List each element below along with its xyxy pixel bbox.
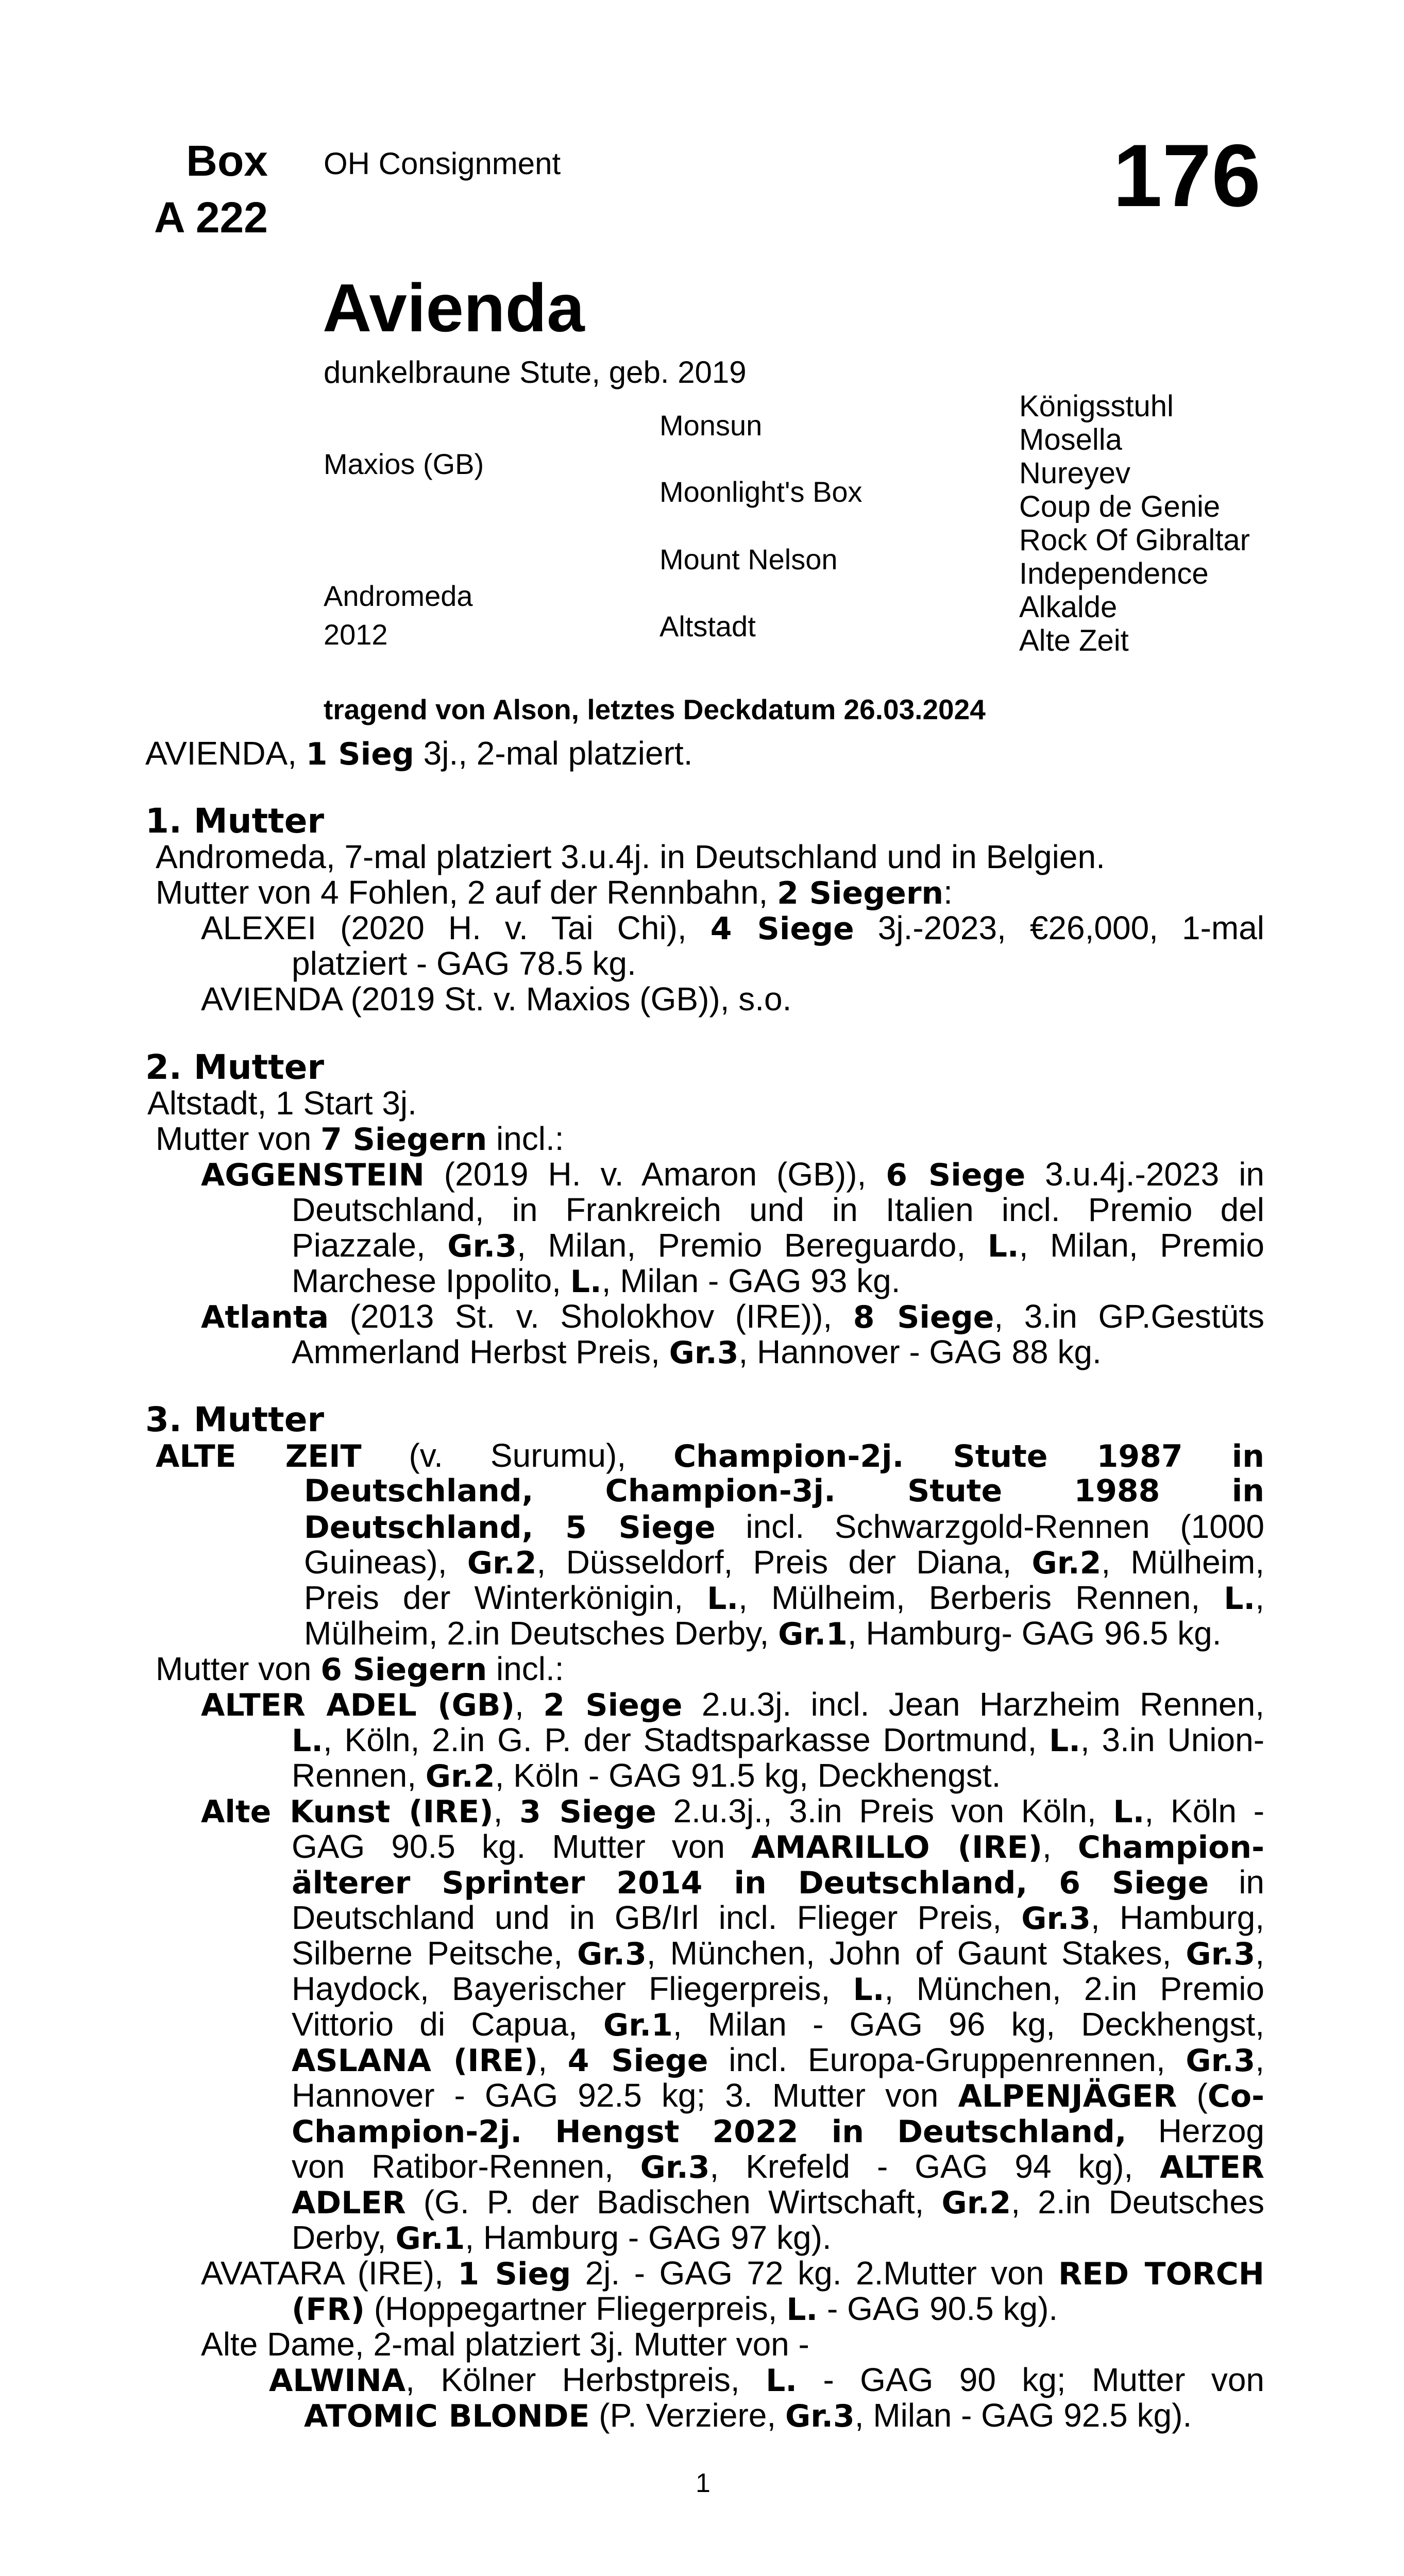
summary-line: AVIENDA, 1 Sieg 3j., 2-mal platziert.: [145, 735, 693, 772]
consignor: OH Consignment: [324, 146, 561, 181]
pedigree-great-grandparent: Alte Zeit: [1019, 624, 1129, 657]
section-heading: 2. Mutter: [145, 1047, 325, 1087]
offspring-entry-continued: Champion-2j. Hengst 2022 in Deutschland, Herzog: [292, 2112, 1264, 2150]
offspring-entry-continued: Haydock, Bayerischer Fliegerpreis, L., München, 2.in Premio: [292, 1970, 1264, 2008]
horse-name: Avienda: [323, 270, 585, 346]
pedigree-great-grandparent: Königsstuhl: [1019, 389, 1174, 423]
pedigree-grandparent: Moonlight's Box: [659, 476, 862, 508]
dam3-entry-continued: Mülheim, 2.in Deutsches Derby, Gr.1, Hamburg- GAG 96.5 kg.: [304, 1615, 1222, 1652]
offspring-entry: Atlanta (2013 St. v. Sholokhov (IRE)), 8 Siege, 3.in GP.Gestüts: [201, 1298, 1264, 1335]
pedigree-dam-year: 2012: [324, 618, 388, 651]
offspring-entry-continued: Deutschland und in GB/Irl incl. Flieger Preis, Gr.3, Hamburg,: [292, 1899, 1265, 1937]
pedigree-great-grandparent: Rock Of Gibraltar: [1019, 523, 1250, 557]
offspring-entry: AGGENSTEIN (2019 H. v. Amaron (GB)), 6 Siege 3.u.4j.-2023 in: [201, 1156, 1265, 1193]
breeding-status: tragend von Alson, letztes Deckdatum 26.03.2024: [324, 693, 986, 725]
offspring-entry-continued: Rennen, Gr.2, Köln - GAG 91.5 kg, Deckhengst.: [292, 1757, 1001, 1794]
offspring-entry-continued: ASLANA (IRE), 4 Siege incl. Europa-Gruppenrennen, Gr.3,: [292, 2041, 1264, 2079]
pedigree-great-grandparent: Independence: [1019, 557, 1209, 590]
dam1-mother-of: Mutter von 4 Fohlen, 2 auf der Rennbahn, 2 Siegern:: [156, 874, 953, 911]
pedigree-great-grandparent: Nureyev: [1019, 456, 1130, 490]
horse-description: dunkelbraune Stute, geb. 2019: [324, 355, 747, 389]
lot-number: 176: [1113, 126, 1261, 225]
pedigree-great-grandparent: Mosella: [1019, 423, 1122, 456]
offspring-entry-continued: von Ratibor-Rennen, Gr.3, Krefeld - GAG 94 kg), ALTER: [292, 2148, 1265, 2185]
section-heading: 1. Mutter: [145, 801, 325, 841]
offspring-entry-continued: ALWINA, Kölner Herbstpreis, L. - GAG 90 kg; Mutter von: [269, 2361, 1264, 2399]
offspring-entry-continued: Marchese Ippolito, L., Milan - GAG 93 kg.: [292, 1262, 901, 1300]
dam3-entry: ALTE ZEIT (v. Surumu), Champion-2j. Stute 1987 in: [156, 1437, 1265, 1475]
section-heading: 3. Mutter: [145, 1400, 325, 1439]
pedigree-grandparent: Mount Nelson: [659, 543, 838, 575]
pedigree-grandparent: Monsun: [659, 409, 763, 442]
offspring-entry-continued: Piazzale, Gr.3, Milan, Premio Bereguardo, L., Milan, Premio: [292, 1227, 1265, 1264]
offspring-entry-continued: Hannover - GAG 92.5 kg; 3. Mutter von ALPENJÄGER (Co-: [292, 2077, 1265, 2114]
offspring-entry-continued: Vittorio di Capua, Gr.1, Milan - GAG 96 kg, Deckhengst,: [292, 2006, 1265, 2043]
offspring-entry: ALEXEI (2020 H. v. Tai Chi), 4 Siege 3j.-2023, €26,000, 1-mal: [201, 909, 1265, 947]
offspring-entry: Alte Kunst (IRE), 3 Siege 2.u.3j., 3.in Preis von Köln, L., Köln -: [201, 1792, 1265, 1830]
offspring-entry-continued: älterer Sprinter 2014 in Deutschland, 6 Siege in: [292, 1863, 1265, 1901]
dam3-entry-continued: Preis der Winterkönigin, L., Mülheim, Berberis Rennen, L.,: [304, 1579, 1264, 1617]
offspring-entry-continued: L., Köln, 2.in G. P. der Stadtsparkasse Dortmund, L., 3.in Union-: [292, 1721, 1265, 1759]
pedigree-dam: Andromeda: [324, 580, 473, 612]
dam2-mother-of: Mutter von 7 Siegern incl.:: [156, 1120, 564, 1158]
offspring-entry-continued: ATOMIC BLONDE (P. Verziere, Gr.3, Milan - GAG 92.5 kg).: [304, 2397, 1192, 2434]
page-number: 1: [696, 2468, 711, 2498]
offspring-entry-continued: Derby, Gr.1, Hamburg - GAG 97 kg).: [292, 2219, 832, 2257]
dam3-entry-continued: Deutschland, 5 Siege incl. Schwarzgold-Rennen (1000: [304, 1508, 1265, 1546]
offspring-entry-continued: GAG 90.5 kg. Mutter von AMARILLO (IRE), Champion-: [292, 1828, 1265, 1866]
offspring-entry-continued: Silberne Peitsche, Gr.3, München, John of Gaunt Stakes, Gr.3,: [292, 1935, 1265, 1972]
offspring-entry: ALTER ADEL (GB), 2 Siege 2.u.3j. incl. Jean Harzheim Rennen,: [201, 1686, 1265, 1723]
offspring-entry: Alte Dame, 2-mal platziert 3j. Mutter von -: [201, 2326, 809, 2363]
box-number: A 222: [154, 193, 268, 242]
dam1-intro: Andromeda, 7-mal platziert 3.u.4j. in Deutschland und in Belgien.: [156, 838, 1105, 875]
dam2-intro: Altstadt, 1 Start 3j.: [147, 1084, 417, 1122]
dam3-mother-of: Mutter von 6 Siegern incl.:: [156, 1650, 564, 1688]
dam3-entry-continued: Guineas), Gr.2, Düsseldorf, Preis der Diana, Gr.2, Mülheim,: [304, 1544, 1265, 1581]
offspring-entry-continued: Ammerland Herbst Preis, Gr.3, Hannover - GAG 88 kg.: [292, 1333, 1102, 1371]
offspring-entry-continued: Deutschland, in Frankreich und in Italien incl. Premio del: [292, 1191, 1264, 1228]
pedigree-sire: Maxios (GB): [324, 448, 484, 480]
pedigree-great-grandparent: Coup de Genie: [1019, 490, 1221, 523]
offspring-entry-continued: (FR) (Hoppegartner Fliegerpreis, L. - GAG 90.5 kg).: [292, 2290, 1058, 2328]
offspring-entry: AVIENDA (2019 St. v. Maxios (GB)), s.o.: [201, 980, 792, 1018]
dam3-entry-continued: Deutschland, Champion-3j. Stute 1988 in: [304, 1473, 1264, 1509]
pedigree-great-grandparent: Alkalde: [1019, 590, 1118, 624]
offspring-entry-continued: ADLER (G. P. der Badischen Wirtschaft, Gr.2, 2.in Deutsches: [292, 2183, 1264, 2221]
pedigree-grandparent: Altstadt: [659, 610, 756, 642]
offspring-entry-continued: platziert - GAG 78.5 kg.: [292, 945, 636, 982]
offspring-entry: AVATARA (IRE), 1 Sieg 2j. - GAG 72 kg. 2.Mutter von RED TORCH: [201, 2255, 1265, 2292]
box-label: Box: [186, 137, 268, 185]
